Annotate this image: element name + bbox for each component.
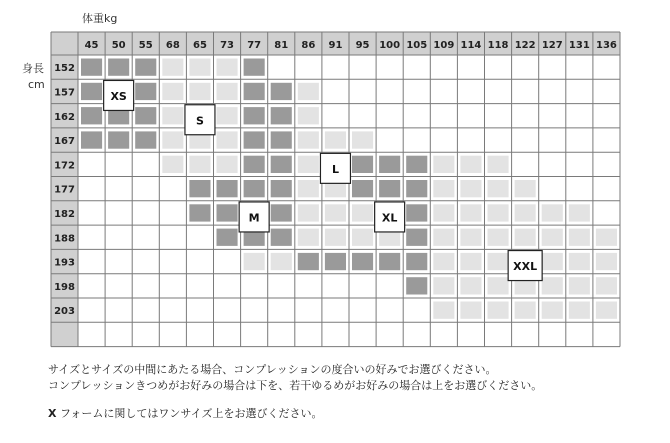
size-cell [162, 107, 183, 124]
size-cell [217, 83, 238, 100]
size-cell [81, 83, 102, 100]
size-cell [542, 253, 563, 270]
height-label: 157 [54, 87, 75, 99]
height-axis-unit: cm [28, 78, 45, 91]
weight-label: 55 [138, 40, 153, 51]
weight-label: 118 [487, 40, 509, 51]
weight-label: 109 [433, 40, 455, 51]
size-cell [189, 59, 210, 76]
size-cell [217, 204, 238, 221]
size-cell [135, 59, 156, 76]
size-cell [352, 131, 373, 148]
size-cell [433, 302, 454, 319]
size-cell [135, 131, 156, 148]
height-label: 172 [54, 160, 75, 172]
size-cell [271, 107, 292, 124]
size-cell [460, 277, 481, 294]
size-cell [488, 229, 509, 246]
size-cell [569, 204, 590, 221]
size-cell [433, 253, 454, 270]
weight-label: 91 [328, 40, 343, 51]
size-cell [406, 253, 427, 270]
size-cell [352, 229, 373, 246]
size-cell [217, 107, 238, 124]
size-cell [569, 229, 590, 246]
size-cell [542, 277, 563, 294]
size-cell [352, 204, 373, 221]
size-cell [515, 204, 536, 221]
note-line-2: コンプレッションきつめがお好みの場合は下を、若干ゆるめがお好みの場合は上をお選びください。 [48, 379, 543, 392]
size-cell [81, 131, 102, 148]
height-label: 152 [54, 63, 75, 75]
weight-label: 105 [406, 40, 428, 51]
size-cell [515, 229, 536, 246]
size-cell [162, 156, 183, 173]
size-cell [352, 156, 373, 173]
size-label-text: L [331, 162, 339, 176]
size-cell [244, 59, 265, 76]
size-cell [244, 180, 265, 197]
size-cell [433, 180, 454, 197]
size-cell [217, 59, 238, 76]
height-label: 177 [54, 184, 75, 196]
size-cell [460, 302, 481, 319]
size-cell [460, 229, 481, 246]
weight-label: 86 [301, 40, 316, 51]
weight-label: 81 [274, 40, 289, 51]
height-axis-title: 身長 [22, 62, 44, 75]
size-cell [542, 302, 563, 319]
size-cell [81, 59, 102, 76]
size-label-text: M [248, 211, 260, 225]
height-label: 167 [54, 136, 75, 148]
size-cell [298, 180, 319, 197]
size-cell [596, 253, 617, 270]
size-cell [135, 83, 156, 100]
size-cell [460, 253, 481, 270]
size-cell [81, 107, 102, 124]
size-cell [108, 59, 129, 76]
size-cell [217, 156, 238, 173]
weight-label: 68 [165, 40, 180, 51]
size-cell [298, 229, 319, 246]
weight-label: 50 [111, 40, 126, 51]
size-cell [244, 83, 265, 100]
size-cell [460, 204, 481, 221]
size-cell [515, 302, 536, 319]
size-cell [379, 180, 400, 197]
size-cell [162, 131, 183, 148]
size-cell [108, 131, 129, 148]
weight-label: 45 [84, 40, 99, 51]
size-cell [271, 229, 292, 246]
size-cell [433, 229, 454, 246]
size-label-text: S [195, 114, 204, 128]
size-cell [244, 156, 265, 173]
size-cell [488, 156, 509, 173]
weight-label: 95 [355, 40, 370, 51]
size-cell [433, 277, 454, 294]
size-cell [488, 277, 509, 294]
note-line-3-x: X [48, 407, 57, 420]
weight-label: 73 [220, 40, 235, 51]
weight-label: 77 [247, 40, 262, 51]
size-cell [352, 180, 373, 197]
size-cell [406, 156, 427, 173]
size-cell [298, 253, 319, 270]
size-cell [244, 107, 265, 124]
size-cell [379, 156, 400, 173]
size-cell [189, 204, 210, 221]
size-label-text: XS [110, 89, 127, 103]
size-cell [596, 229, 617, 246]
size-cell [406, 229, 427, 246]
height-label: 182 [54, 208, 75, 220]
size-cell [488, 253, 509, 270]
size-cell [460, 156, 481, 173]
size-cell [569, 277, 590, 294]
size-cell [542, 204, 563, 221]
size-cell [569, 302, 590, 319]
size-cell [217, 131, 238, 148]
height-label: 193 [54, 257, 75, 269]
size-cell [298, 83, 319, 100]
note-line-3-rest: フォームに関してはワンサイズ上をお選びください。 [56, 407, 323, 420]
size-cell [325, 253, 346, 270]
weight-label: 131 [568, 40, 590, 51]
weight-label: 136 [596, 40, 617, 51]
size-cell [379, 253, 400, 270]
size-cell [217, 229, 238, 246]
size-cell [433, 156, 454, 173]
size-cell [596, 302, 617, 319]
size-cell [189, 83, 210, 100]
size-cell [325, 131, 346, 148]
size-cell [298, 156, 319, 173]
height-label: 203 [54, 306, 75, 318]
size-cell [596, 277, 617, 294]
size-cell [271, 180, 292, 197]
weight-axis-title: 体重kg [82, 12, 118, 25]
size-cell [515, 180, 536, 197]
size-cell [542, 229, 563, 246]
size-cell [488, 204, 509, 221]
note-line-3 [48, 405, 323, 421]
size-label-text: XL [381, 211, 398, 225]
size-cell [569, 253, 590, 270]
size-cell [406, 204, 427, 221]
size-cell [135, 107, 156, 124]
weight-label: 100 [379, 40, 401, 51]
weight-label: 127 [541, 40, 563, 51]
size-cell [298, 107, 319, 124]
weight-label: 65 [192, 40, 207, 51]
size-cell [433, 204, 454, 221]
size-cell [325, 204, 346, 221]
size-cell [162, 83, 183, 100]
size-cell [488, 302, 509, 319]
size-cell [189, 180, 210, 197]
size-cell [271, 131, 292, 148]
size-cell [244, 253, 265, 270]
size-cell [460, 180, 481, 197]
size-cell [217, 180, 238, 197]
size-cell [352, 253, 373, 270]
size-cell [271, 253, 292, 270]
size-cell [298, 131, 319, 148]
weight-label: 122 [514, 40, 536, 51]
size-cell [271, 204, 292, 221]
size-cell [244, 131, 265, 148]
size-label-text: XXL [513, 260, 538, 274]
size-cell [189, 156, 210, 173]
height-label: 188 [54, 233, 75, 245]
note-line-1: サイズとサイズの中間にあたる場合、コンプレッションの度合いの好みでお選びください。 [48, 363, 497, 376]
size-cell [406, 277, 427, 294]
weight-label: 114 [460, 40, 482, 51]
size-cell [406, 180, 427, 197]
height-label: 162 [54, 111, 75, 123]
size-cell [325, 229, 346, 246]
size-cell [298, 204, 319, 221]
height-label: 198 [54, 281, 75, 293]
size-cell [271, 83, 292, 100]
size-cell [162, 59, 183, 76]
size-cell [271, 156, 292, 173]
size-cell [488, 180, 509, 197]
